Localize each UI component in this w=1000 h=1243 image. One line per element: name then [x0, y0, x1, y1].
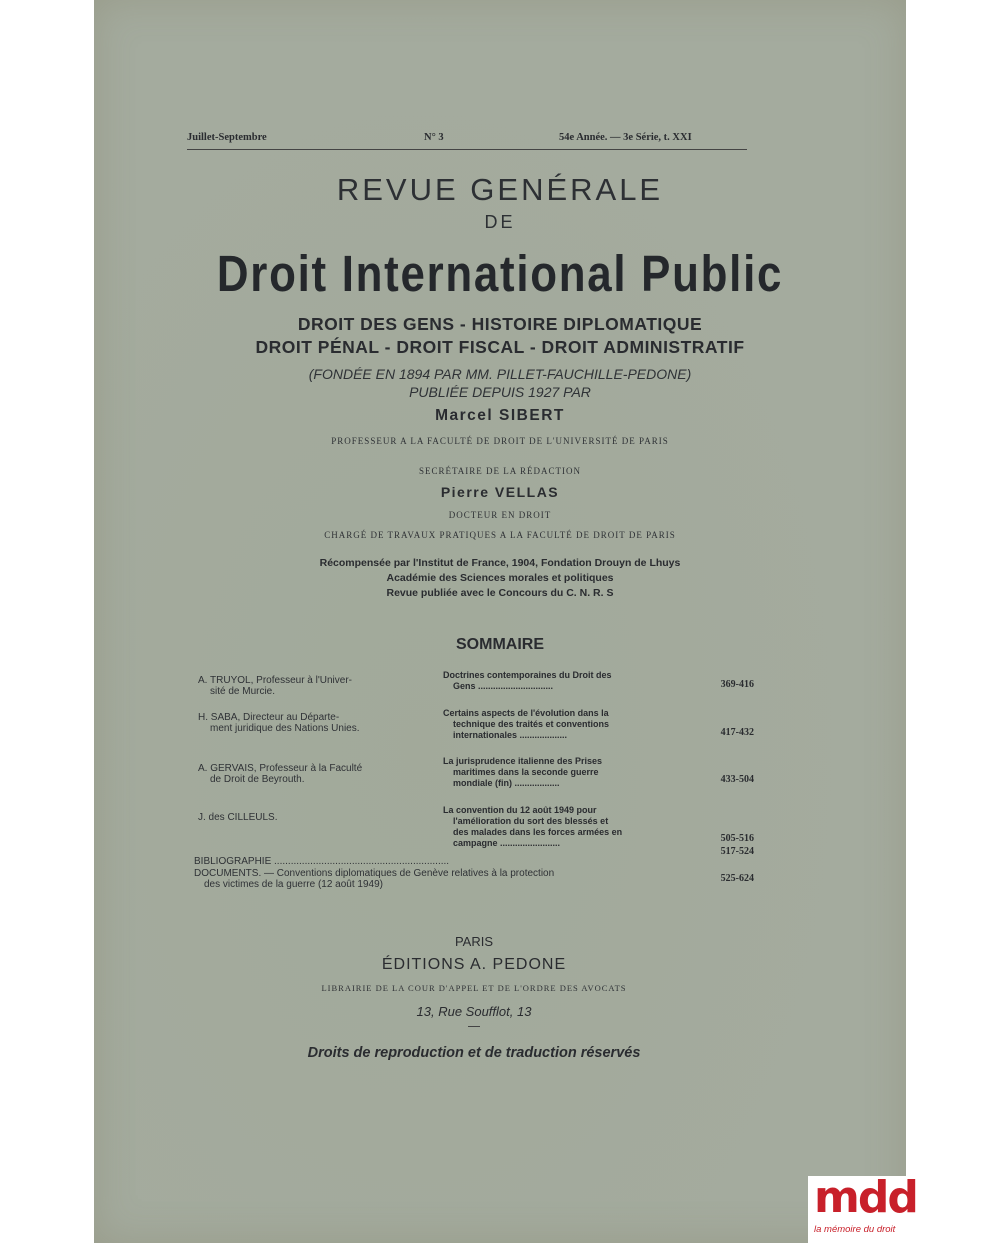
entry-author — [198, 763, 423, 785]
title-line: Certains aspects de l'évolution dans la — [443, 708, 609, 718]
entry-author — [198, 712, 423, 734]
title-line: l'amélioration du sort des blessés et — [453, 816, 609, 826]
sommaire-heading: SOMMAIRE — [456, 636, 544, 653]
title-line-1: REVUE GENÉRALE — [336, 172, 664, 207]
header-rule — [187, 149, 747, 150]
entry-pages: 505-516 — [720, 833, 754, 844]
documents-line: DOCUMENTS. — Conventions diplomatiques de Genève relatives à la protection — [194, 868, 555, 879]
mdd-logo — [808, 1172, 917, 1243]
entry-pages: 369-416 — [720, 679, 754, 690]
documents-line: des victimes de la guerre (12 août 1949) — [204, 879, 383, 890]
entry-author — [198, 812, 423, 823]
issue-number: N° 3 — [424, 132, 444, 143]
secretary-label: SECRÉTAIRE DE LA RÉDACTION — [418, 466, 582, 476]
separator — [468, 1026, 480, 1027]
publisher-city: PARIS — [454, 934, 494, 949]
author-line: H. SABA, Directeur au Départe- — [198, 712, 340, 723]
issue-period: Juillet-Septembre — [187, 132, 267, 143]
founded-note: (FONDÉE EN 1894 PAR MM. PILLET-FAUCHILLE-PEDONE) — [308, 366, 692, 382]
author-line: J. des CILLEULS. — [198, 812, 278, 823]
title-line: La convention du 12 août 1949 pour — [443, 805, 597, 815]
logo-mark: mdd — [814, 1172, 917, 1223]
publisher-description: LIBRAIRIE DE LA COUR D'APPEL ET DE L'ORDRE DES AVOCATS — [321, 983, 627, 993]
journal-cover — [94, 0, 906, 1243]
secretary-name: Pierre VELLAS — [440, 484, 560, 500]
author-line: de Droit de Beyrouth. — [210, 774, 305, 785]
title-line: mondiale (fin) .................. — [453, 778, 560, 788]
author-line: A. GERVAIS, Professeur à la Faculté — [198, 763, 363, 774]
entry-author — [198, 675, 423, 697]
bibliographie-pages: 517-524 — [720, 846, 754, 857]
publisher-address: 13, Rue Soufflot, 13 — [416, 1004, 532, 1019]
subtitle-line-2: DROIT PÉNAL - DROIT FISCAL - DROIT ADMINISTRATIF — [255, 337, 745, 357]
award-line-1: Récompensée par l'Institut de France, 1904, Fondation Drouyn de Lhuys — [319, 557, 681, 569]
issue-series: 54e Année. — 3e Série, t. XXI — [559, 132, 692, 143]
logo-tagline: la mémoire du droit — [814, 1224, 896, 1235]
documents-pages: 525-624 — [720, 873, 754, 884]
secretary-role: CHARGÉ DE TRAVAUX PRATIQUES A LA FACULTÉ DE DROIT DE PARIS — [324, 530, 676, 540]
award-line-3: Revue publiée avec le Concours du C. N. R. S — [386, 587, 614, 599]
entry-title — [443, 756, 683, 789]
author-line: sité de Murcie. — [210, 686, 276, 697]
journal-title: Droit International Public — [216, 245, 784, 302]
title-line: La jurisprudence italienne des Prises — [443, 756, 603, 766]
entry-pages: 433-504 — [720, 774, 754, 785]
title-line: Gens .............................. — [453, 681, 554, 691]
bibliographie-line: BIBLIOGRAPHIE ............................................................... — [194, 856, 450, 867]
author-line: A. TRUYOL, Professeur à l'Univer- — [198, 675, 352, 686]
title-line-2: DE — [484, 212, 516, 232]
rights-notice: Droits de reproduction et de traduction réservés — [307, 1045, 641, 1061]
title-line: maritimes dans la seconde guerre — [453, 767, 599, 777]
director-name: Marcel SIBERT — [435, 407, 565, 424]
author-line: ment juridique des Nations Unies. — [210, 723, 360, 734]
award-line-2: Académie des Sciences morales et politiques — [386, 572, 614, 584]
entry-title — [443, 805, 683, 849]
published-note: PUBLIÉE DEPUIS 1927 PAR — [409, 384, 591, 400]
title-line: des malades dans les forces armées en — [453, 827, 623, 837]
subtitle-line-1: DROIT DES GENS - HISTOIRE DIPLOMATIQUE — [297, 314, 703, 334]
title-line: internationales ................... — [453, 730, 568, 740]
title-line: Doctrines contemporaines du Droit des — [443, 670, 612, 680]
secretary-title: DOCTEUR EN DROIT — [448, 510, 552, 520]
title-line: technique des traités et conventions — [453, 719, 610, 729]
title-line: campagne ........................ — [453, 838, 561, 848]
entry-title — [443, 708, 683, 741]
publisher-name: ÉDITIONS A. PEDONE — [381, 956, 567, 973]
entry-title — [443, 670, 683, 692]
entry-pages: 417-432 — [720, 727, 754, 738]
director-role: PROFESSEUR A LA FACULTÉ DE DROIT DE L'UNIVERSITÉ DE PARIS — [331, 436, 669, 446]
documents-entry — [194, 868, 684, 890]
